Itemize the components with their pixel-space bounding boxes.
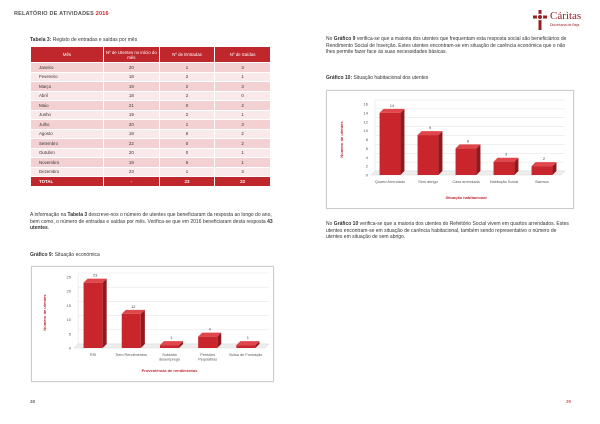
- y-tick-label: 0: [68, 345, 71, 351]
- table-row: [31, 63, 271, 73]
- table-cell-entries: 2: [159, 91, 214, 101]
- table-cell-exits: 3: [215, 120, 271, 130]
- table-cell-entries: 2: [159, 110, 214, 120]
- bar: [122, 310, 145, 348]
- bar: [198, 333, 221, 348]
- table-cell-entries: 1: [159, 167, 214, 177]
- table-cell-month: Fevereiro: [31, 72, 104, 82]
- x-category-label: Habitação Social: [489, 180, 519, 184]
- data-label: 6: [466, 138, 470, 144]
- bar-front: [84, 283, 103, 348]
- table-cell-users-start: 20: [103, 148, 159, 158]
- x-category-label: Bolsa de Formação: [229, 353, 263, 357]
- table3-caption-text: Registo de entradas e saídas por mês: [52, 37, 138, 43]
- table-row: [31, 129, 271, 139]
- table-body: [31, 63, 271, 187]
- chart-economic-situation: [31, 266, 274, 382]
- paragraph-text: .: [47, 225, 50, 232]
- table-cell-month: Maio: [31, 101, 104, 111]
- chart-housing-situation: [326, 90, 574, 209]
- cross-logo-icon: [532, 9, 548, 31]
- table-cell-month: Agosto: [31, 129, 104, 139]
- col-header-month: Mês: [31, 47, 104, 63]
- bar-side: [438, 131, 442, 175]
- table-cell-users-start: 19: [103, 110, 159, 120]
- logo-subtitle: Diocesana de Beja: [550, 23, 580, 27]
- table-cell-users-start: 20: [103, 63, 159, 73]
- table-total-cell: 22: [215, 177, 271, 187]
- table-cell-users-start: 19: [103, 158, 159, 168]
- chart-economic-situation-svg: [32, 267, 273, 381]
- table-cell-exits: 2: [215, 101, 271, 111]
- table-row: [31, 139, 271, 149]
- table3-paragraph: [30, 212, 273, 232]
- col-header-exits: Nº de Saídas: [215, 47, 271, 63]
- graph10-caption-label: Gráfico 10:: [326, 75, 353, 81]
- bar-top: [532, 162, 557, 166]
- table-header-row: [31, 47, 271, 63]
- data-label: 3: [504, 151, 508, 157]
- paragraph-ref: Tabela 3: [67, 212, 88, 218]
- bar: [494, 158, 519, 175]
- graph10-paragraph: [326, 221, 572, 241]
- bar-front: [236, 345, 255, 348]
- table-cell-entries: 6: [159, 129, 214, 139]
- graph9-paragraph: [326, 36, 572, 56]
- table-row: [31, 167, 271, 177]
- bar-top: [494, 158, 519, 162]
- table-cell-month: Novembro: [31, 158, 104, 168]
- graph10-caption: [326, 75, 428, 81]
- bar-top: [122, 310, 145, 314]
- table-cell-exits: 3: [215, 63, 271, 73]
- bar-side: [400, 109, 404, 175]
- data-label: 9: [428, 125, 432, 131]
- y-tick-label: 12: [363, 119, 368, 125]
- data-label: 23: [92, 272, 98, 278]
- data-label: 1: [246, 335, 250, 341]
- table-row: [31, 158, 271, 168]
- table-row: [31, 82, 271, 92]
- table-cell-month: Julho: [31, 120, 104, 130]
- table-cell-exits: 3: [215, 82, 271, 92]
- paragraph-text: descreve-nos o número de utentes que beneficiaram da resposta ao longo do ano, bem como, o número de entradas e saídas por mês. Verifica-se que em 2016 beneficiaram desta resposta: [30, 212, 272, 225]
- table-row: [31, 101, 271, 111]
- bar-top: [84, 279, 107, 283]
- report-year: 2016: [95, 11, 109, 17]
- data-label: 14: [389, 102, 395, 108]
- chart-housing-situation-svg: [327, 91, 573, 208]
- paragraph-count: 43 utentes: [30, 218, 273, 232]
- page-number-right: 39: [566, 399, 572, 404]
- bar: [456, 144, 481, 175]
- table-cell-users-start: 22: [103, 139, 159, 149]
- bar-front: [380, 113, 401, 175]
- table-total-cell: TOTAL: [31, 177, 104, 187]
- graph9-caption-label: Gráfico 9:: [30, 252, 54, 258]
- col-header-entries: Nº de Entradas: [159, 47, 214, 63]
- table-cell-exits: 2: [215, 129, 271, 139]
- graph10-caption-text: Situação habitacional dos utentes: [353, 75, 429, 81]
- y-tick-label: 5: [68, 331, 71, 337]
- table-cell-users-start: 18: [103, 91, 159, 101]
- caritas-logo: [532, 8, 594, 34]
- table-cell-month: Outubro: [31, 148, 104, 158]
- bar-side: [103, 279, 107, 348]
- y-tick-label: 25: [66, 274, 71, 280]
- paragraph-text: No: [326, 36, 334, 42]
- table-cell-month: Abril: [31, 91, 104, 101]
- x-category-label: Casa arrendada: [452, 180, 480, 184]
- y-tick-label: 10: [66, 317, 71, 323]
- data-label: 4: [208, 326, 211, 332]
- bar-top: [198, 333, 221, 337]
- table-cell-users-start: 23: [103, 167, 159, 177]
- table-row: [31, 72, 271, 82]
- data-label: 1: [170, 335, 173, 341]
- bar-top: [380, 109, 405, 113]
- bar-top: [456, 144, 481, 148]
- bar: [418, 131, 443, 175]
- table-cell-month: Março: [31, 82, 104, 92]
- graph9-caption-text: Situação económica: [54, 252, 100, 258]
- bar-front: [198, 337, 217, 348]
- x-axis-title: Situação habitacional: [445, 195, 487, 200]
- table-cell-entries: 0: [159, 101, 214, 111]
- table-cell-entries: 2: [159, 72, 214, 82]
- report-title: RELATÓRIO DE ATIVIDADES: [14, 11, 94, 17]
- bar-front: [532, 166, 553, 175]
- table-cell-month: Setembro: [31, 139, 104, 149]
- x-category-label: Sem abrigo: [418, 180, 438, 184]
- bar-front: [122, 314, 141, 348]
- bar: [84, 279, 107, 348]
- x-category-label: Subsídio desemprego: [158, 353, 181, 362]
- entries-exits-table: [30, 46, 271, 187]
- paragraph-text: No: [326, 221, 334, 227]
- table-row: [31, 110, 271, 120]
- table-cell-exits: 2: [215, 139, 271, 149]
- x-axis-title: Proveniência de rendimentos: [141, 368, 198, 373]
- bar: [236, 341, 259, 348]
- bar-front: [456, 148, 477, 175]
- table-cell-exits: 1: [215, 72, 271, 82]
- paragraph-ref: Gráfico 9: [333, 36, 356, 42]
- table-cell-month: Junho: [31, 110, 104, 120]
- y-tick-label: 14: [363, 110, 368, 116]
- paragraph-text: A informação na: [30, 212, 68, 218]
- report-header: [14, 11, 109, 17]
- table-cell-users-start: 21: [103, 101, 159, 111]
- y-tick-label: 10: [363, 128, 368, 134]
- y-tick-label: 15: [66, 302, 71, 308]
- table-row: [31, 148, 271, 158]
- data-label: 2: [542, 156, 546, 162]
- paragraph-text: verifica-se que a maioria dos utentes do Refeitório Social vivem em quartos arrendados. Estes utentes encontram-se em situação de carência habitacional, também sendo representativo o número de utentes em situação de sem abrigo.: [326, 221, 569, 241]
- logo-name: Cáritas: [550, 10, 582, 22]
- bar: [532, 162, 557, 175]
- table-total-cell: 23: [159, 177, 214, 187]
- y-tick-label: 16: [363, 101, 368, 107]
- table-cell-entries: 2: [159, 82, 214, 92]
- x-category-label: RSI: [89, 353, 97, 357]
- table3-caption-label: Tabela 3:: [30, 37, 52, 43]
- bar-front: [494, 162, 515, 175]
- table-cell-users-start: 18: [103, 72, 159, 82]
- bar-top: [236, 341, 259, 345]
- table-cell-exits: 1: [215, 158, 271, 168]
- y-axis-title: Número de utentes: [339, 121, 344, 158]
- bar-front: [160, 345, 179, 348]
- table-row: [31, 91, 271, 101]
- bar-top: [418, 131, 443, 135]
- bar-side: [476, 144, 480, 175]
- col-header-users-start: Nº de Utentes no início do mês: [103, 47, 159, 63]
- graph9-caption: [30, 252, 100, 258]
- table-cell-entries: 0: [159, 139, 214, 149]
- x-category-label: Pensões Pequiatrias: [198, 353, 218, 362]
- x-category-label: Barraca: [535, 180, 549, 184]
- bar: [380, 109, 405, 175]
- y-tick-label: 20: [66, 288, 71, 294]
- table-cell-month: Dezembro: [31, 167, 104, 177]
- bar-front: [418, 135, 439, 175]
- paragraph-ref: Gráfico 10: [333, 221, 359, 227]
- paragraph-text: verifica-se que a maioria dos utentes que frequentam esta resposta social são beneficiários de Rendimento Social de Inserção. Estes utentes encontram-se em situação de carência económica que o não lhes permite fazer face às suas necessidades básicas.: [326, 36, 567, 56]
- table-cell-exits: 0: [215, 91, 271, 101]
- table-row: [31, 120, 271, 130]
- page-number-left: 38: [30, 399, 36, 404]
- data-label: 12: [131, 303, 136, 309]
- y-tick-label: 8: [365, 137, 368, 142]
- table-cell-exits: 1: [215, 110, 271, 120]
- x-category-label: Quarto Arrendado: [374, 180, 406, 184]
- y-tick-label: 6: [365, 145, 368, 151]
- y-tick-label: 2: [365, 163, 368, 169]
- table-cell-entries: 0: [159, 148, 214, 158]
- bar-side: [141, 310, 145, 348]
- bar-top: [160, 341, 183, 345]
- y-tick-label: 4: [365, 154, 368, 160]
- table-cell-entries: 5: [159, 158, 214, 168]
- y-tick-label: 0: [365, 172, 368, 178]
- bar: [160, 341, 183, 348]
- table-cell-users-start: 19: [103, 82, 159, 92]
- table-cell-users-start: 20: [103, 120, 159, 130]
- table-cell-entries: 1: [159, 120, 214, 130]
- table-cell-exits: 3: [215, 167, 271, 177]
- y-axis-title: Número de utentes: [42, 294, 47, 331]
- table-total-row: [31, 177, 271, 187]
- table3-caption: [30, 37, 137, 43]
- table-cell-entries: 1: [159, 63, 214, 73]
- table-cell-exits: 1: [215, 148, 271, 158]
- table-total-cell: -: [103, 177, 159, 187]
- table-cell-users-start: 18: [103, 129, 159, 139]
- x-category-label: Sem Rendimentos: [115, 353, 147, 357]
- table-cell-month: Janeiro: [31, 63, 104, 73]
